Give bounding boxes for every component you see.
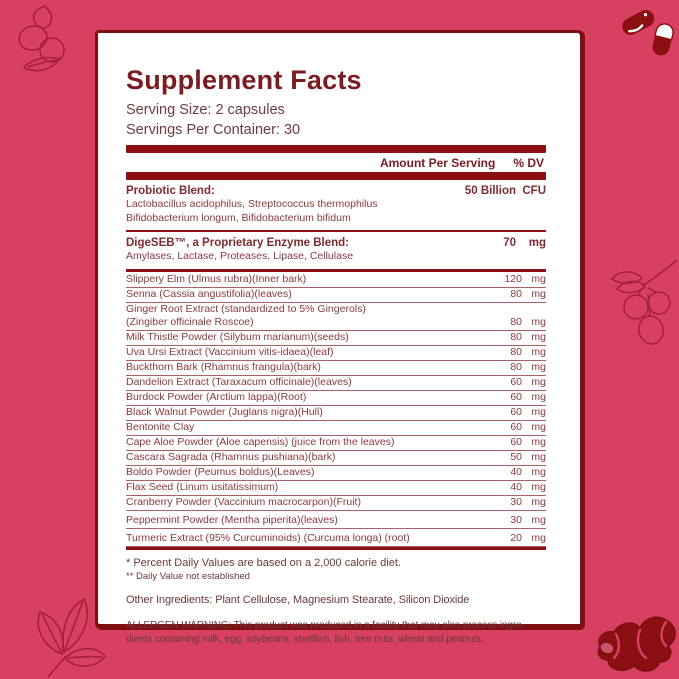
ingredient-amount: 80 [510, 316, 522, 328]
blend-detail-line: Lactobacillus acidophilus, Streptococcus thermophilus [126, 198, 378, 210]
ingredient-unit: mg [531, 496, 546, 508]
ingredient-row [126, 529, 546, 547]
blend-detail-line: Bifidobacterium longum, Bifidobacterium bifidum [126, 211, 351, 224]
ingredient-unit: mg [531, 346, 546, 358]
ingredient-row [126, 288, 546, 303]
ingredient-name-block [126, 421, 488, 434]
ingredient-row [126, 421, 546, 436]
amount-per-serving-header: Amount Per Serving [379, 156, 496, 170]
ingredient-row [126, 273, 546, 288]
supplement-facts-panel [95, 30, 585, 645]
ingredient-name-block [126, 451, 488, 464]
ingredient-unit: mg [531, 466, 546, 478]
ingredient-row [126, 511, 546, 529]
allergen-warning [126, 619, 546, 647]
ingredient-name: Boldo Powder (Peumus boldus)(Leaves) [126, 466, 315, 478]
ingredient-row [126, 406, 546, 421]
ingredient-row [126, 436, 546, 451]
ingredient-amount: 60 [510, 391, 522, 403]
ingredient-amount: 120 [504, 273, 522, 285]
ingredient-name: Uva Ursi Extract (Vaccinium vitis-idaea)(leaf) [126, 346, 334, 358]
footnotes [126, 556, 546, 583]
blend-amount: 70 [503, 237, 516, 249]
allergen-warning-line: dients containing milk, egg, soybeans, shellfish, fish, tree nuts, wheat and peanuts. [126, 634, 484, 645]
ingredient-row [126, 331, 546, 346]
ingredient-name-block [126, 288, 488, 301]
ingredient-row [126, 451, 546, 466]
ingredient-name-block [126, 406, 488, 419]
ingredient-amount: 30 [510, 514, 522, 526]
ingredient-name: Buckthorn Bark (Rhamnus frangula)(bark) [126, 361, 321, 373]
ingredient-name-block [126, 514, 488, 527]
ingredient-name: Slippery Elm (Ulmus rubra)(Inner bark) [126, 273, 307, 285]
blend-name: DigeSEB™, a Proprietary Enzyme Blend: [126, 237, 350, 249]
ingredient-unit: mg [531, 273, 546, 285]
ingredient-unit: mg [531, 421, 546, 433]
capsule-pills-icon [612, 5, 676, 59]
ingredient-name: Senna (Cassia angustifolia)(leaves) [126, 288, 292, 300]
column-header-row [126, 153, 546, 172]
ingredient-unit: mg [531, 376, 546, 388]
ingredient-amount: 40 [510, 466, 522, 478]
panel-title: Supplement Facts [126, 65, 362, 95]
ingredient-rows [126, 273, 546, 547]
bottom-rule [126, 547, 546, 550]
ingredient-name-block [126, 361, 488, 374]
percent-dv-header: % DV [513, 156, 544, 170]
nut-leaf-sketch-icon [12, 4, 74, 80]
ingredient-name: Cascara Sagrada (Rhamnus pushiana)(bark) [126, 451, 336, 463]
ingredient-unit: mg [531, 532, 546, 544]
leaf-branch-sketch-icon [14, 584, 106, 679]
ingredient-name-block [126, 436, 488, 449]
ingredient-name-block [126, 376, 488, 389]
servings-per-container: Servings Per Container: 30 [126, 122, 301, 138]
other-ingredients: Other Ingredients: Plant Cellulose, Magnesium Stearate, Silicon Dioxide [126, 594, 470, 606]
ingredient-amount: 80 [510, 346, 522, 358]
ingredient-name-block [126, 532, 488, 545]
enzyme-blend-section [126, 232, 546, 269]
ingredient-name: Burdock Powder (Arctium lappa)(Root) [126, 391, 307, 403]
ingredient-row [126, 466, 546, 481]
ingredient-amount: 60 [510, 421, 522, 433]
ingredient-unit: mg [531, 391, 546, 403]
ingredient-unit: mg [531, 361, 546, 373]
ingredient-amount: 40 [510, 481, 522, 493]
ingredient-name-block [126, 481, 488, 494]
serving-size: Serving Size: 2 capsules [126, 102, 285, 118]
ingredient-name-block [126, 331, 488, 344]
thick-rule [126, 172, 546, 180]
ingredient-name: Bentonite Clay [126, 421, 195, 433]
berry-branch-sketch-icon [610, 258, 679, 363]
ingredient-amount: 60 [510, 406, 522, 418]
ingredient-row [126, 376, 546, 391]
ingredient-name: Black Walnut Powder (Juglans nigra)(Hull) [126, 406, 323, 418]
ingredient-row [126, 303, 546, 331]
ingredient-amount: 80 [510, 331, 522, 343]
blend-amount: 50 Billion [464, 185, 516, 197]
blend-name: Probiotic Blend: [126, 185, 215, 197]
ingredient-name-line2: (Zingiber officinale Roscoe) [126, 316, 254, 328]
ingredient-unit: mg [531, 481, 546, 493]
ingredient-name: Dandelion Extract (Taraxacum officinale)(leaves) [126, 376, 352, 388]
ingredient-amount: 80 [510, 288, 522, 300]
ingredient-unit: mg [531, 406, 546, 418]
ingredient-name: Flax Seed (Linum usitatissimum) [126, 481, 279, 493]
ingredient-name: Ginger Root Extract (standardized to 5% Gingerols) [126, 303, 366, 315]
ingredient-name: Peppermint Powder (Mentha piperita)(leaves) [126, 514, 338, 526]
ingredient-name-block [126, 466, 488, 479]
ingredient-unit: mg [531, 436, 546, 448]
ingredient-unit: mg [531, 451, 546, 463]
blend-unit: CFU [522, 185, 546, 197]
ingredient-name-block [126, 346, 488, 359]
ingredient-name-block [126, 273, 488, 286]
ingredient-unit: mg [531, 331, 546, 343]
probiotic-blend-section [126, 180, 546, 230]
ingredient-unit: mg [531, 288, 546, 300]
ingredient-name: Milk Thistle Powder (Silybum marianum)(seeds) [126, 331, 349, 343]
ingredient-name: Turmeric Extract (95% Curcuminoids) (Curcuma longa) (root) [126, 532, 410, 544]
ingredient-name-block [126, 496, 488, 509]
ingredient-unit: mg [531, 514, 546, 526]
ingredient-row [126, 391, 546, 406]
ingredient-name-block [126, 303, 488, 329]
ingredient-amount: 50 [510, 451, 522, 463]
ingredient-name: Cranberry Powder (Vaccinium macrocarpon)(Fruit) [126, 496, 361, 508]
ingredient-amount: 80 [510, 361, 522, 373]
ingredient-amount: 30 [510, 496, 522, 508]
dv-not-established-footnote: ** Daily Value not established [126, 571, 250, 582]
allergen-warning-line: ALLERGEN WARNING: This product was produced in a facility that may also process ingre- [126, 620, 525, 631]
thick-rule [126, 145, 546, 153]
ingredient-amount: 20 [510, 532, 522, 544]
ingredient-amount: 60 [510, 376, 522, 388]
ingredient-amount: 60 [510, 436, 522, 448]
ginger-root-icon [594, 608, 679, 679]
section-rule-heavy [126, 269, 546, 273]
ingredient-row [126, 481, 546, 496]
ingredient-name-block [126, 391, 488, 404]
ingredient-unit: mg [531, 316, 546, 328]
ingredient-row [126, 361, 546, 376]
blend-detail-line: Amylases, Lactase, Proteases, Lipase, Cellulase [126, 250, 354, 262]
ingredient-name: Cape Aloe Powder (Aloe capensis) (juice from the leaves) [126, 436, 395, 448]
ingredient-row [126, 496, 546, 511]
daily-value-footnote: * Percent Daily Values are based on a 2,000 calorie diet. [126, 557, 401, 569]
blend-unit: mg [528, 237, 546, 249]
ingredient-row [126, 346, 546, 361]
